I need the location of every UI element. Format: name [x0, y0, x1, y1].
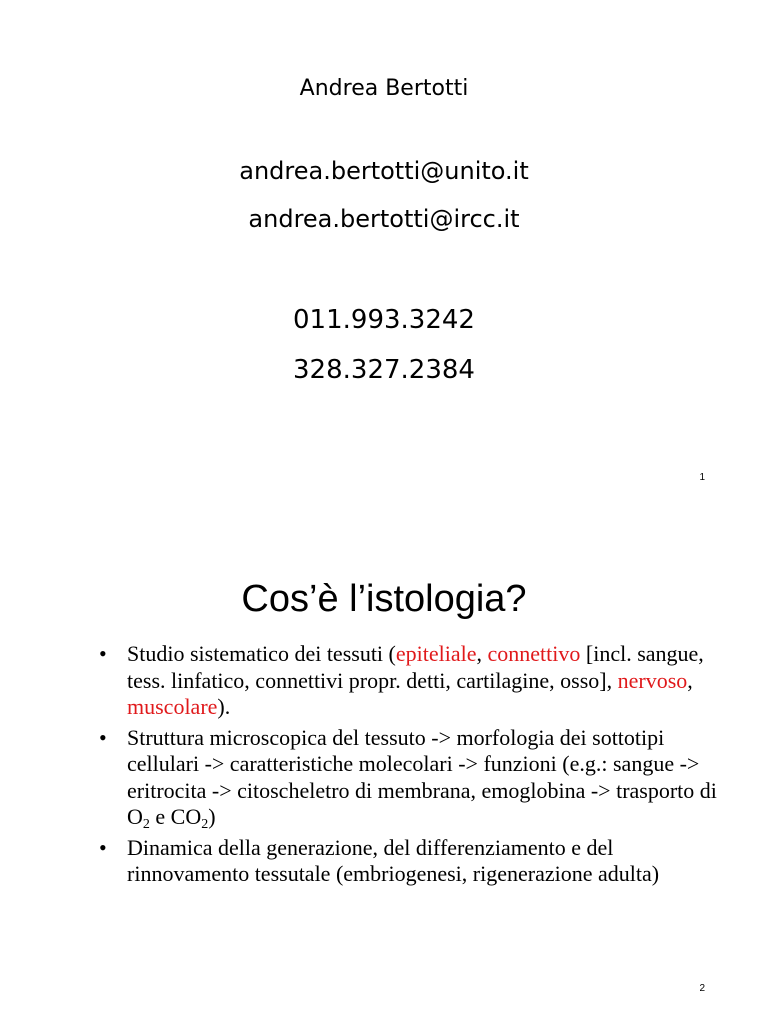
- bullet-text: Dinamica della generazione, del differenziamento e del rinnovamento tessutale (embriogenesi, rigenerazione adulta): [127, 834, 660, 886]
- email-ircc: andrea.bertotti@ircc.it: [248, 205, 520, 233]
- slide-istologia: [0, 512, 768, 1024]
- bullet-text: ,: [476, 641, 488, 666]
- subscript: 2: [201, 817, 209, 832]
- subscript: 2: [142, 817, 150, 832]
- bullet-dynamics: [98, 835, 718, 888]
- bullet-structure: [98, 725, 718, 831]
- slide-number: 2: [699, 983, 705, 994]
- bullet-text: Studio sistematico dei tessuti (: [127, 641, 396, 666]
- email-unito: andrea.bertotti@unito.it: [239, 157, 529, 185]
- bullet-text: ).: [217, 694, 231, 719]
- bullet-text: e CO: [149, 804, 202, 829]
- slide-title: Cos’è l’istologia?: [241, 578, 527, 620]
- tissue-epiteliale: epiteliale: [395, 641, 477, 666]
- slide-number: 1: [699, 472, 705, 483]
- author-name: Andrea Bertotti: [299, 76, 469, 101]
- phone-office: 011.993.3242: [293, 305, 475, 335]
- bullet-text: [incl. sangue, tess. linfatico, connettivi propr. detti, cartilagine, osso],: [127, 641, 704, 693]
- tissue-nervoso: nervoso: [617, 667, 688, 693]
- phone-mobile: 328.327.2384: [293, 355, 475, 385]
- bullet-list: [98, 641, 718, 892]
- bullet-text: Struttura microscopica del tessuto -> morfologia dei sottotipi cellulari -> caratteristiche molecolari -> funzioni (e.g.: sangue -> eritrocita -> citoscheletro di membrana, emoglobina -> trasporto di O: [127, 724, 717, 829]
- tissue-muscolare: muscolare: [127, 694, 218, 719]
- bullet-tissues: [98, 641, 718, 721]
- bullet-text: ,: [687, 667, 693, 693]
- tissue-connettivo: connettivo: [487, 641, 581, 666]
- bullet-text: ): [208, 804, 216, 829]
